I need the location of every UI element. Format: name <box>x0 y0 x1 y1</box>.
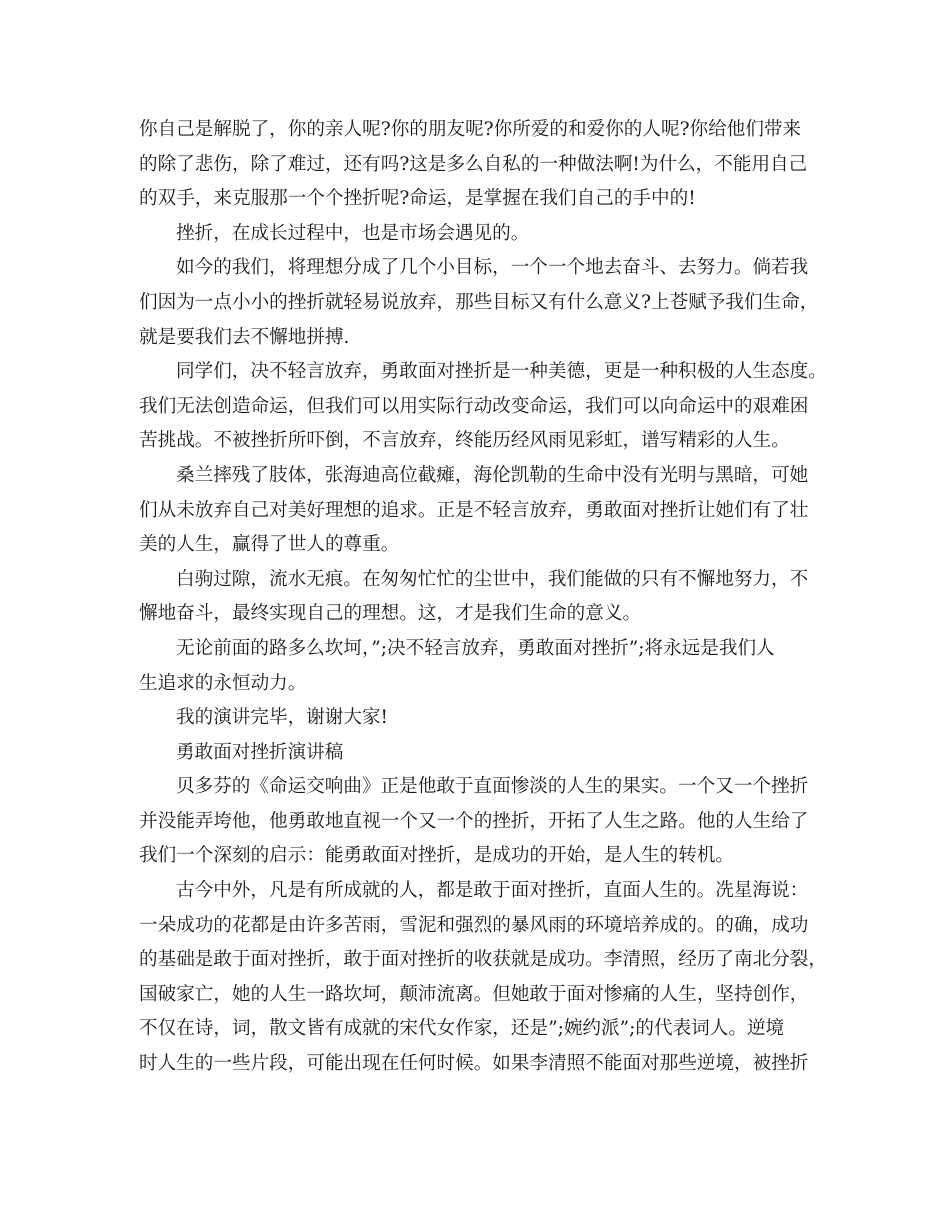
paragraph-line: 桑兰摔残了肢体，张海迪高位截瘫，海伦凯勒的生命中没有光明与黑暗，可她 <box>176 464 809 486</box>
paragraph <box>139 113 813 217</box>
paragraph <box>139 770 813 874</box>
document-body <box>139 113 827 1082</box>
paragraph-line: 白驹过隙，流水无痕。在匆匆忙忙的尘世中，我们能做的只有不懈地努力，不 <box>176 568 809 590</box>
paragraph-line: 生追求的永恒动力。 <box>139 672 307 694</box>
paragraph <box>139 563 813 632</box>
paragraph-line: 们因为一点小小的挫折就轻易说放弃，那些目标又有什么意义?上苍赋予我们生命， <box>139 291 819 313</box>
paragraph-line: 无论前面的路多么坎坷，”;决不轻言放弃，勇敢面对挫折”;将永远是我们人 <box>176 637 775 659</box>
paragraph-line: 贝多芬的《命运交响曲》正是他敢于直面惨淡的人生的果实。一个又一个挫折 <box>176 776 809 798</box>
paragraph <box>139 459 813 563</box>
paragraph-line: 苦挑战。不被挫折所吓倒，不言放弃，终能历经风雨见彩虹，谱写精彩的人生。 <box>139 430 790 452</box>
paragraph <box>139 251 819 355</box>
paragraph-line: 你自己是解脱了，你的亲人呢?你的朋友呢?你所爱的和爱你的人呢?你给他们带来 <box>139 119 802 140</box>
paragraph-line: 的双手，来克服那一个个挫折呢?命运，是掌握在我们自己的手中的! <box>139 188 696 210</box>
paragraph-line: 就是要我们去不懈地拼搏. <box>139 326 350 348</box>
paragraph-line: 美的人生，赢得了世人的尊重。 <box>139 534 400 556</box>
paragraph-line: 并没能弄垮他，他勇敢地直视一个又一个的挫折，开拓了人生之路。他的人生给了 <box>139 810 809 832</box>
paragraph-line: 懈地奋斗，最终实现自己的理想。这，才是我们生命的意义。 <box>139 603 642 625</box>
paragraph-line: 的基础是敢于面对挫折，敢于面对挫折的收获就是成功。李清照，经历了南北分裂， <box>139 949 827 971</box>
paragraph-line: 勇敢面对挫折演讲稿 <box>176 741 344 763</box>
paragraph-line: 如今的我们，将理想分成了几个小目标，一个一个地去奋斗、去努力。倘若我 <box>176 257 809 279</box>
paragraph <box>139 874 827 1082</box>
paragraph <box>139 736 813 771</box>
paragraph-line: 挫折，在成长过程中，也是市场会遇见的。 <box>176 222 530 244</box>
paragraph-line: 时人生的一些片段，可能出现在任何时候。如果李清照不能面对那些逆境，被挫折 <box>139 1053 809 1075</box>
paragraph-line: 国破家亡，她的人生一路坎坷，颠沛流离。但她敢于面对惨痛的人生，坚持创作， <box>139 983 809 1005</box>
paragraph-line: 我们一个深刻的启示：能勇敢面对挫折，是成功的开始，是人生的转机。 <box>139 845 735 867</box>
paragraph <box>139 701 813 736</box>
paragraph <box>139 217 813 252</box>
paragraph <box>139 355 827 459</box>
paragraph-line: 一朵成功的花都是由许多苦雨，雪泥和强烈的暴风雨的环境培养成的。的确，成功 <box>139 914 809 936</box>
paragraph-line: 我的演讲完毕，谢谢大家! <box>176 707 389 729</box>
paragraph-line: 我们无法创造命运，但我们可以用实际行动改变命运，我们可以向命运中的艰难困 <box>139 395 809 417</box>
paragraph-line: 的除了悲伤，除了难过，还有吗?这是多么自私的一种做法啊!为什么，不能用自己 <box>139 153 808 175</box>
paragraph-line: 不仅在诗，词，散文皆有成就的宋代女作家，还是”;婉约派”;的代表词人。逆境 <box>139 1018 785 1040</box>
paragraph <box>139 632 813 701</box>
paragraph-line: 同学们，决不轻言放弃，勇敢面对挫折是一种美德，更是一种积极的人生态度。 <box>176 361 827 383</box>
paragraph-line: 们从未放弃自己对美好理想的追求。正是不轻言放弃，勇敢面对挫折让她们有了壮 <box>139 499 809 521</box>
paragraph-line: 古今中外，凡是有所成就的人，都是敢于面对挫折，直面人生的。冼星海说： <box>176 880 809 902</box>
